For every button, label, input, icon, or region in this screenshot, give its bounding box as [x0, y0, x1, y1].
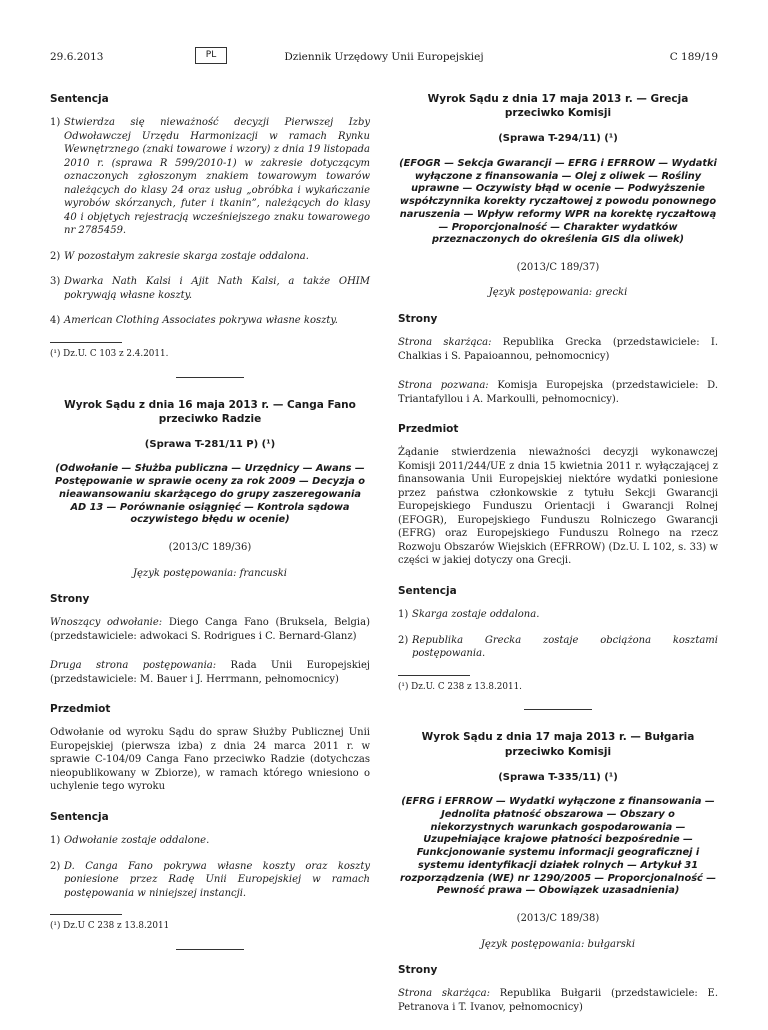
- item-text: Stwierdza się nieważność decyzji Pierwszej Izby Odwoławczej Urzędu Harmonizacji w ramach Rynku Wewnętrznego (znaki towarowe i wzory) z dnia 19 listopada 2010 r. (sprawa R 599/2010-1) w zakresie dotyczącym oznaczonych zgłoszonym znakiem towarowym towarów należących do klasy 24 oraz usług „obróbka i wykańczanie wyrobów skórzanych, futer i tkanin”, należących do klasy 40 i objętych rejestracją wcześniejszego znaku towarowego nr 2785459.: [64, 117, 370, 237]
- footnote-rule: [50, 914, 122, 915]
- section-separator: [524, 709, 592, 710]
- list-item: [50, 860, 370, 901]
- sentencja-heading: Sentencja: [50, 810, 109, 823]
- party-defendant: [398, 379, 718, 406]
- list-item: [50, 314, 370, 328]
- list-item: [50, 275, 370, 302]
- left-column: [50, 92, 370, 970]
- item-number: 2): [50, 860, 61, 872]
- case-number: (Sprawa T-294/11) (¹): [498, 133, 618, 145]
- party-label: Strona pozwana:: [398, 380, 489, 392]
- procedure-language: Język postępowania: grecki: [488, 287, 628, 299]
- footnote-rule: [398, 675, 470, 676]
- item-text: Skarga zostaje oddalona.: [412, 609, 540, 620]
- item-number: 4): [50, 315, 61, 327]
- item-number: 1): [398, 609, 409, 620]
- page-header: [50, 50, 718, 68]
- footnote-rule: [50, 342, 122, 343]
- publication-date: 29.6.2013: [50, 51, 104, 63]
- party-applicant: [398, 987, 718, 1014]
- przedmiot-text: Żądanie stwierdzenia nieważności decyzji wykonawczej Komisji 2011/244/UE z dnia 15 kwietnia 2011 r. wyłączającej z finansowania Unii Europejskiej niektóre wydatki poniesione przez państwa członkowskie z tytułu Sekcji Gwarancji Europejskiego Funduszu Orientacji i Gwarancji Rolnej (EFOGR), Europejskiego Funduszu Rolniczego Gwarancji (EFRG) oraz Europejskiego Funduszu Rolnego na rzecz Rozwoju Obszarów Wiejskich (EFRROW) (Dz.U. L 102, s. 33) w części w jakiej dotyczy ona Grecji.: [398, 447, 718, 567]
- party-text: Diego Canga Fano (Bruksela, Belgia) (przedstawiciele: adwokaci S. Rodrigues i C. Bernard-Glanz): [50, 617, 370, 642]
- list-item: [398, 608, 718, 622]
- party-text: Republika Grecka (przedstawiciele: I. Chalkias i S. Papaioannou, pełnomocnicy): [398, 337, 718, 362]
- list-item: [398, 634, 718, 661]
- party-other: [50, 659, 370, 686]
- case-title: Wyrok Sądu z dnia 16 maja 2013 r. — Canga Fano przeciwko Radzie: [64, 398, 356, 425]
- item-number: 3): [50, 276, 61, 288]
- party-text: Komisja Europejska (przedstawiciele: D. Triantafyllou i A. Markoulli, pełnomocnicy).: [398, 380, 718, 405]
- party-label: Druga strona postępowania:: [50, 660, 217, 672]
- case-reference: (2013/C 189/38): [516, 913, 600, 925]
- section-separator: [176, 949, 244, 950]
- item-number: 1): [50, 835, 61, 847]
- strony-heading: Strony: [398, 964, 438, 977]
- case-reference: (2013/C 189/37): [516, 261, 600, 273]
- page-number: C 189/19: [669, 51, 718, 63]
- item-number: 1): [50, 117, 61, 129]
- footnote: (¹) Dz.U. C 238 z 13.8.2011.: [398, 681, 522, 692]
- party-applicant: [398, 336, 718, 363]
- przedmiot-text: Odwołanie od wyroku Sądu do spraw Służby Publicznej Unii Europejskiej (pierwsza izba) z dnia 24 marca 2011 r. w sprawie C-104/09 Canga Fano przeciwko Radzie (dotychczas nieopublikowany w Zbiorze), w ramach którego wniesiono o uchylenie tego wyroku: [50, 727, 370, 793]
- list-item: [50, 116, 370, 238]
- item-text: Republika Grecka zostaje obciążona kosztami postępowania.: [412, 634, 718, 659]
- journal-title: Dziennik Urzędowy Unii Europejskiej: [284, 51, 484, 63]
- footnote: (¹) Dz.U C 238 z 13.8.2011: [50, 921, 170, 932]
- przedmiot-heading: Przedmiot: [398, 423, 459, 436]
- case-keywords: (Odwołanie — Służba publiczna — Urzędnicy — Awans — Postępowanie w sprawie oceny za rok 2009 — Decyzja o nieawansowaniu skarżącego do grupy zaszeregowania AD 13 — Porównanie osiągnięć — Kontrola sądowa oczywistego błędu w ocenie): [55, 463, 365, 526]
- party-label: Wnoszący odwołanie:: [50, 617, 163, 629]
- party-text: Republika Bułgarii (przedstawiciele: E. Petranova i T. Ivanov, pełnomocnicy): [398, 988, 718, 1013]
- item-text: Odwołanie zostaje oddalone.: [64, 835, 210, 847]
- sentencja-heading: Sentencja: [398, 584, 457, 597]
- procedure-language: Język postępowania: bułgarski: [480, 938, 636, 950]
- item-number: 2): [50, 250, 61, 262]
- sentencja-heading: Sentencja: [50, 93, 109, 105]
- item-text: American Clothing Associates pokrywa własne koszty.: [64, 315, 338, 327]
- przedmiot-heading: Przedmiot: [50, 703, 111, 716]
- strony-heading: Strony: [50, 593, 90, 606]
- party-appellant: [50, 616, 370, 643]
- case-title: Wyrok Sądu z dnia 17 maja 2013 r. — Bułgaria przeciwko Komisji: [421, 731, 695, 758]
- item-number: 2): [398, 634, 409, 646]
- strony-heading: Strony: [398, 312, 438, 325]
- item-text: D. Canga Fano pokrywa własne koszty oraz koszty poniesione przez Radę Unii Europejskiej w ramach postępowania w niniejszej instancji.: [64, 860, 370, 899]
- case-keywords: (EFRG i EFRROW — Wydatki wyłączone z finansowania — Jednolita płatność obszarowa — Obszary o niekorzystnych warunkach gospodarowania — Uzupełniające krajowe płatności bezpośrednie — Funkcjonowanie systemu informacji geograficznej i systemu identyfikacji działek rolnych — Artykuł 31 rozporządzenia (WE) nr 1290/2005 — Proporcjonalność — Pewność prawa — Obowiązek uzasadnienia): [399, 796, 717, 897]
- case-keywords: (EFOGR — Sekcja Gwarancji — EFRG i EFRROW — Wydatki wyłączone z finansowania — Olej z oliwek — Rośliny uprawne — Oczywisty błąd w ocenie — Podwyższenie współczynnika korekty ryczałtowej z powodu ponownego naruszenia — Wpływ reformy WPR na korektę ryczałtową — Proporcjonalność — Charakter wydatków przeznaczonych do określenia GIS dla oliwek): [399, 157, 717, 246]
- procedure-language: Język postępowania: francuski: [133, 567, 287, 579]
- list-item: [50, 250, 370, 264]
- right-column: [398, 92, 718, 1030]
- language-badge: PL: [195, 47, 227, 64]
- item-text: Dwarka Nath Kalsi i Ajit Nath Kalsi, a także OHIM pokrywają własne koszty.: [64, 276, 370, 301]
- section-separator: [176, 377, 244, 378]
- case-number: (Sprawa T-335/11) (¹): [498, 771, 618, 783]
- case-reference: (2013/C 189/36): [168, 542, 252, 554]
- list-item: [50, 834, 370, 848]
- case-number: (Sprawa T-281/11 P) (¹): [144, 438, 276, 450]
- item-text: W pozostałym zakresie skarga zostaje oddalona.: [64, 250, 309, 262]
- case-title: Wyrok Sądu z dnia 17 maja 2013 r. — Grecja przeciwko Komisji: [427, 93, 689, 120]
- party-label: Strona skarżąca:: [398, 337, 492, 349]
- party-label: Strona skarżąca:: [398, 988, 490, 1000]
- party-text: Rada Unii Europejskiej (przedstawiciele: M. Bauer i J. Herrmann, pełnomocnicy): [50, 660, 370, 685]
- footnote: (¹) Dz.U. C 103 z 2.4.2011.: [50, 348, 169, 359]
